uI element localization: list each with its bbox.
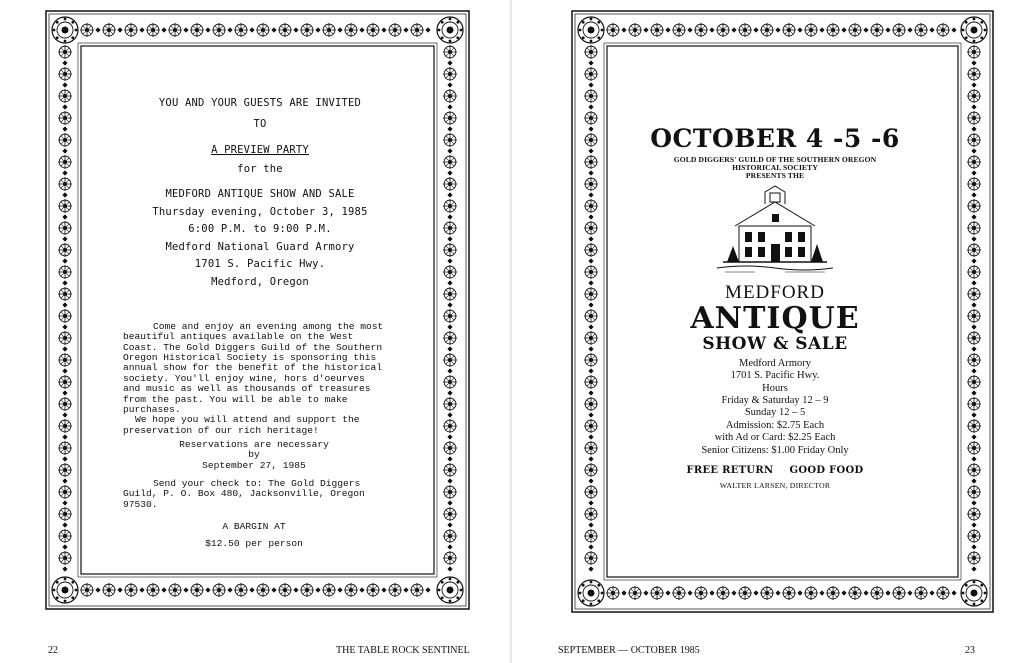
right-page-date: SEPTEMBER — OCTOBER 1985 [558,645,700,656]
venue-address: 1701 S. Pacific Hwy. [194,258,326,270]
invitation-body [123,322,385,550]
reservations-note: Reservations are necessary [179,438,329,450]
poster-text [637,124,913,490]
poster-hours-sunday: Sunday 12 – 5 [744,407,806,419]
price-text: $12.50 per person [205,538,303,550]
left-page-title: THE TABLE ROCK SENTINEL [336,645,470,656]
send-check-text: Send your check to: The Gold Diggers Guild, P. O. Box 480, Jacksonville, Oregon 97530. [123,478,365,510]
poster-address: 1701 S. Pacific Hwy. [730,370,820,382]
presenter-line-1: GOLD DIGGERS' GUILD OF THE SOUTHERN OREGON [673,155,877,164]
right-page-number: 23 [965,645,975,656]
venue-city: Medford, Oregon [211,275,309,288]
reservations-deadline: September 27, 1985 [202,459,306,471]
poster-venue: Medford Armory [738,357,812,369]
body-paragraph-2: We hope you will attend and support the preservation of our rich heritage! [123,414,360,436]
invitation-text [110,98,410,287]
poster-ad-card-price: with Ad or Card: $2.25 Each [714,432,836,444]
poster-free-return: FREE RETURN [686,464,774,476]
poster-dates: OCTOBER 4 -5 -6 [650,124,900,153]
invite-to: TO [253,117,267,130]
left-page [0,0,511,663]
body-paragraph: Come and enjoy an evening among the most beautiful antiques available on the West Coast. The Gold Diggers Guild of the Southern Oregon Historical Society is sponsoring this annual show for the benefit of the historical society. You'll enjoy wine, hors d'oeurves and music as well as thousands of treasures from the past. You will be able to make purchases. [123,321,384,415]
poster-director: WALTER LARSEN, DIRECTOR [719,480,831,490]
invite-for: for the [237,162,283,175]
preview-party-heading: A PREVIEW PARTY [211,144,309,156]
event-date: Thursday evening, October 3, 1985 [152,205,368,218]
presenter-line-3: PRESENTS THE [745,170,805,180]
poster-admission: Admission: $2.75 Each [725,419,825,431]
poster-hours-weekday: Friday & Saturday 12 – 9 [721,395,829,407]
right-page [513,0,1024,663]
event-time: 6:00 P.M. to 9:00 P.M. [188,223,332,235]
bargain-label: A BARGIN AT [222,521,286,533]
left-page-number: 22 [48,645,58,656]
poster-antique: ANTIQUE [690,300,860,336]
show-name: MEDFORD ANTIQUE SHOW AND SALE [165,188,355,200]
poster-hours-label: Hours [762,382,788,394]
armory-building-illustration [715,184,835,276]
venue-name: Medford National Guard Armory [165,240,355,253]
invite-line: YOU AND YOUR GUESTS ARE INVITED [158,97,362,109]
poster-senior-price: Senior Citizens: $1.00 Friday Only [701,444,849,456]
poster-good-food: GOOD FOOD [789,464,864,476]
presenter-line-2: HISTORICAL SOCIETY [732,162,818,172]
poster-city: MEDFORD [725,281,825,303]
reservations-by: by [248,449,260,461]
poster-show-sale: SHOW & SALE [702,333,848,354]
